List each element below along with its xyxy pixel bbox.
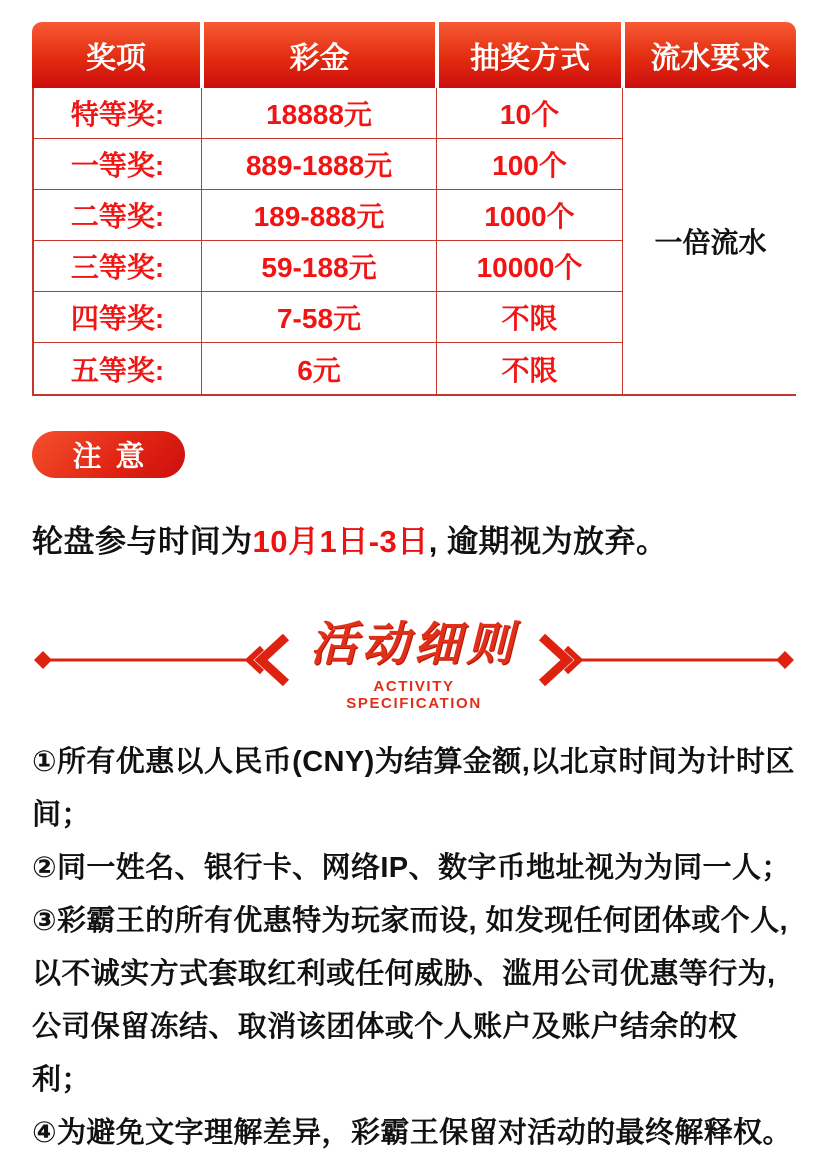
rules-list	[32, 736, 796, 1160]
rule-item-2: ②同一姓名、银行卡、网络IP、数字币地址视为为同一人；	[32, 852, 791, 884]
header-method: 抽奖方式	[435, 22, 621, 88]
right-divider-arrow	[538, 629, 796, 691]
table-row-amount: 18888元	[202, 88, 437, 139]
header-bonus: 彩金	[200, 22, 435, 88]
rule-item-3: ③彩霸王的所有优惠特为玩家而设, 如发现任何团体或个人, 以不诚实方式套取红利或任何威胁、滥用公司优惠等行为, 公司保留冻结、取消该团体或个人账户及账户结余的权利；	[32, 905, 788, 1096]
table-row-amount: 7-58元	[202, 292, 437, 343]
notice-date-highlight: 10月1日-3日	[252, 524, 429, 559]
table-row-prize: 一等奖:	[34, 139, 202, 190]
rule-item-4: ④为避免文字理解差异，彩霸王保留对活动的最终解释权。	[32, 1117, 792, 1149]
table-row-prize: 二等奖:	[34, 190, 202, 241]
notice-text-before: 轮盘参与时间为	[32, 524, 253, 559]
notice-line	[32, 516, 796, 561]
section-title-block	[302, 607, 526, 712]
prize-table-header	[32, 22, 796, 88]
table-row-prize: 五等奖:	[34, 343, 202, 394]
table-row-method: 10个	[437, 88, 623, 139]
table-row-method: 1000个	[437, 190, 623, 241]
table-row-method: 不限	[437, 292, 623, 343]
prize-table	[32, 22, 796, 396]
table-row-amount: 889-1888元	[202, 139, 437, 190]
turnover-cell: 一倍流水	[623, 88, 798, 394]
prize-table-body	[32, 88, 796, 396]
header-turnover: 流水要求	[621, 22, 796, 88]
notice-text-after: , 逾期视为放弃。	[428, 524, 668, 559]
table-row-method: 100个	[437, 139, 623, 190]
chevron-left-icon	[261, 637, 286, 683]
section-subtitle: ACTIVITY SPECIFICATION	[346, 678, 482, 712]
notice-badge: 注意	[32, 431, 185, 478]
table-row-prize: 特等奖:	[34, 88, 202, 139]
table-row-method: 不限	[437, 343, 623, 394]
table-row-method: 10000个	[437, 241, 623, 292]
table-row-prize: 三等奖:	[34, 241, 202, 292]
rule-item-1: ①所有优惠以人民币(CNY)为结算金额,以北京时间为计时区间；	[32, 746, 795, 831]
left-divider-arrow	[32, 629, 290, 691]
header-prize: 奖项	[86, 42, 146, 75]
table-row-amount: 59-188元	[202, 241, 437, 292]
table-row-amount: 189-888元	[202, 190, 437, 241]
section-title: 活动细则	[310, 617, 518, 670]
table-row-prize: 四等奖:	[34, 292, 202, 343]
chevron-right-icon	[542, 637, 567, 683]
table-row-amount: 6元	[202, 343, 437, 394]
activity-rules-header	[32, 607, 796, 712]
